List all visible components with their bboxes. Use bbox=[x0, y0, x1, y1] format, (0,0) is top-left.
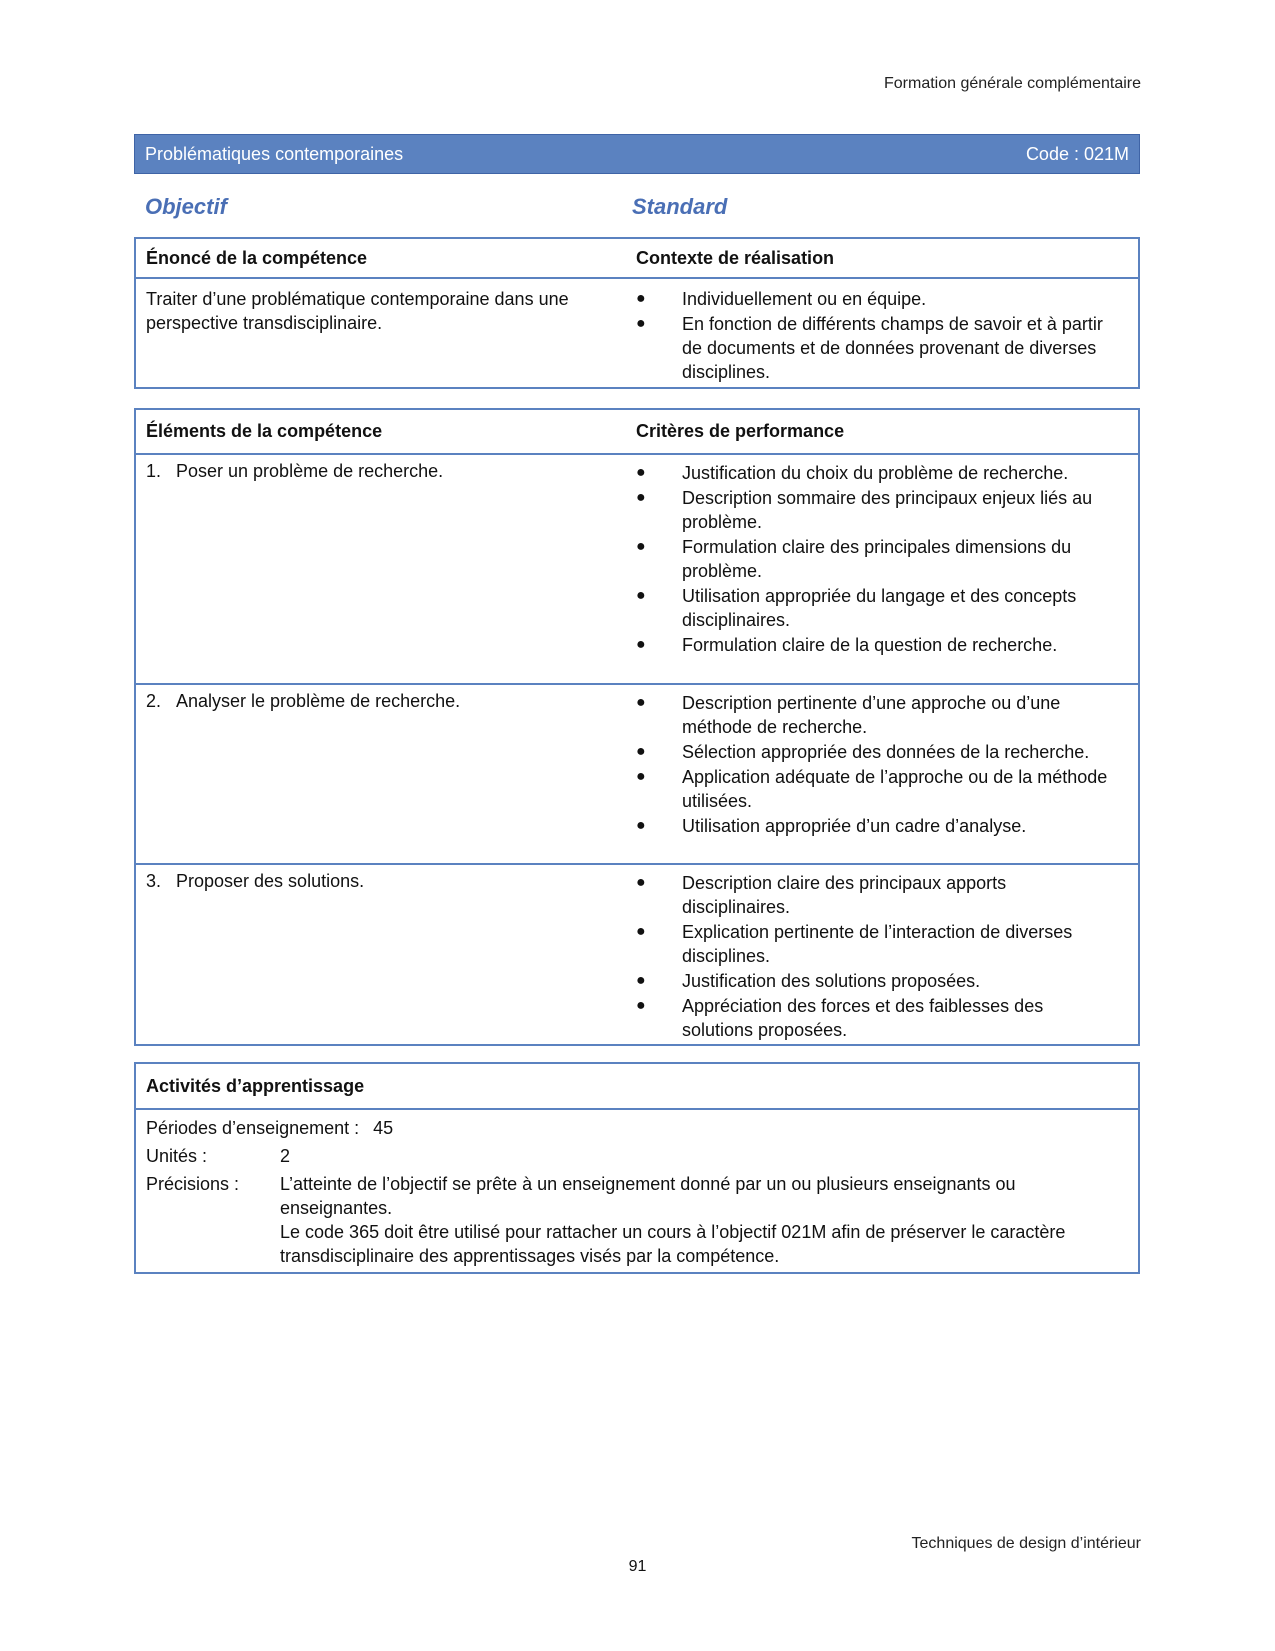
precisions-label: Précisions : bbox=[146, 1174, 240, 1194]
criteria-list bbox=[636, 871, 1138, 1042]
objective-label: Objectif bbox=[145, 194, 227, 219]
objective-code: Code : 021M bbox=[1025, 143, 1129, 164]
elements-header bbox=[136, 410, 1138, 455]
context-header: Contexte de réalisation bbox=[636, 247, 835, 268]
activities-box bbox=[134, 1062, 1140, 1274]
periods-label: Périodes d’enseignement : bbox=[146, 1118, 360, 1138]
element-text: 2. Analyser le problème de recherche. bbox=[146, 691, 461, 711]
table-row bbox=[136, 455, 1138, 685]
table-row bbox=[136, 685, 1138, 865]
list-item: ● Description sommaire des principaux enjeux liés au problème. bbox=[636, 488, 1093, 532]
units-label: Unités : bbox=[146, 1146, 208, 1166]
periods-line bbox=[136, 1116, 1138, 1140]
list-item: ● Sélection appropriée des données de la recherche. bbox=[636, 742, 1090, 762]
element-text: 1. Poser un problème de recherche. bbox=[146, 461, 444, 481]
criteria-header-label: Critères de performance bbox=[636, 421, 845, 441]
list-item: ● Description pertinente d’une approche ou d’une méthode de recherche. bbox=[636, 693, 1061, 737]
competence-statement: Traiter d’une problématique contemporaine dans une perspective transdisciplinaire. bbox=[146, 289, 569, 333]
list-item: ● Utilisation appropriée d’un cadre d’analyse. bbox=[636, 816, 1027, 836]
elements-box bbox=[134, 408, 1140, 1046]
page-number: 91 bbox=[628, 1558, 647, 1575]
units-value: 2 bbox=[280, 1146, 291, 1166]
standard-label: Standard bbox=[632, 194, 728, 219]
competence-statement-header: Énoncé de la compétence bbox=[146, 247, 368, 268]
precisions-text-1: L’atteinte de l’objectif se prête à un enseignement donné par un ou plusieurs enseignants ou enseignantes. bbox=[280, 1174, 1016, 1218]
list-item: ● Justification des solutions proposées. bbox=[636, 971, 981, 991]
list-item: ● Formulation claire des principales dimensions du problème. bbox=[636, 537, 1072, 581]
element-text: 3. Proposer des solutions. bbox=[146, 871, 365, 891]
list-item: ● Utilisation appropriée du langage et des concepts disciplinaires. bbox=[636, 586, 1077, 630]
precisions-text-2: Le code 365 doit être utilisé pour rattacher un cours à l’objectif 021M afin de préserver le caractère transdisciplinaire des apprentissages visés par la compétence. bbox=[280, 1222, 1066, 1266]
page-title: Problématiques contemporaines bbox=[145, 143, 404, 164]
elements-header-label: Éléments de la compétence bbox=[146, 421, 383, 441]
title-bar bbox=[134, 134, 1140, 174]
context-list bbox=[636, 287, 1138, 384]
criteria-list bbox=[636, 691, 1138, 838]
criteria-list bbox=[636, 461, 1138, 657]
list-item: ● Explication pertinente de l’interaction de diverses disciplines. bbox=[636, 922, 1073, 966]
activities-header: Activités d’apprentissage bbox=[136, 1064, 1138, 1110]
list-item: ● Justification du choix du problème de recherche. bbox=[636, 463, 1069, 483]
section-header: Formation générale complémentaire bbox=[883, 75, 1141, 92]
competence-box bbox=[134, 237, 1140, 389]
list-item: ● Description claire des principaux apports disciplinaires. bbox=[636, 873, 1007, 917]
list-item: ● Appréciation des forces et des faiblesses des solutions proposées. bbox=[636, 996, 1044, 1040]
objective-standard-labels bbox=[145, 194, 1125, 222]
program-footer: Techniques de design d’intérieur bbox=[911, 1535, 1141, 1552]
precisions-line bbox=[136, 1172, 1138, 1268]
competence-row bbox=[136, 279, 1138, 391]
units-line bbox=[136, 1144, 1138, 1168]
list-item: ● Individuellement ou en équipe. bbox=[636, 289, 927, 309]
table-row bbox=[136, 865, 1138, 1049]
competence-header bbox=[136, 239, 1138, 279]
list-item: ● Application adéquate de l’approche ou de la méthode utilisées. bbox=[636, 767, 1108, 811]
list-item: ● En fonction de différents champs de savoir et à partir de documents et de données provenant de diverses disciplines. bbox=[636, 314, 1103, 382]
list-item: ● Formulation claire de la question de recherche. bbox=[636, 635, 1058, 655]
periods-value: 45 bbox=[373, 1118, 394, 1138]
